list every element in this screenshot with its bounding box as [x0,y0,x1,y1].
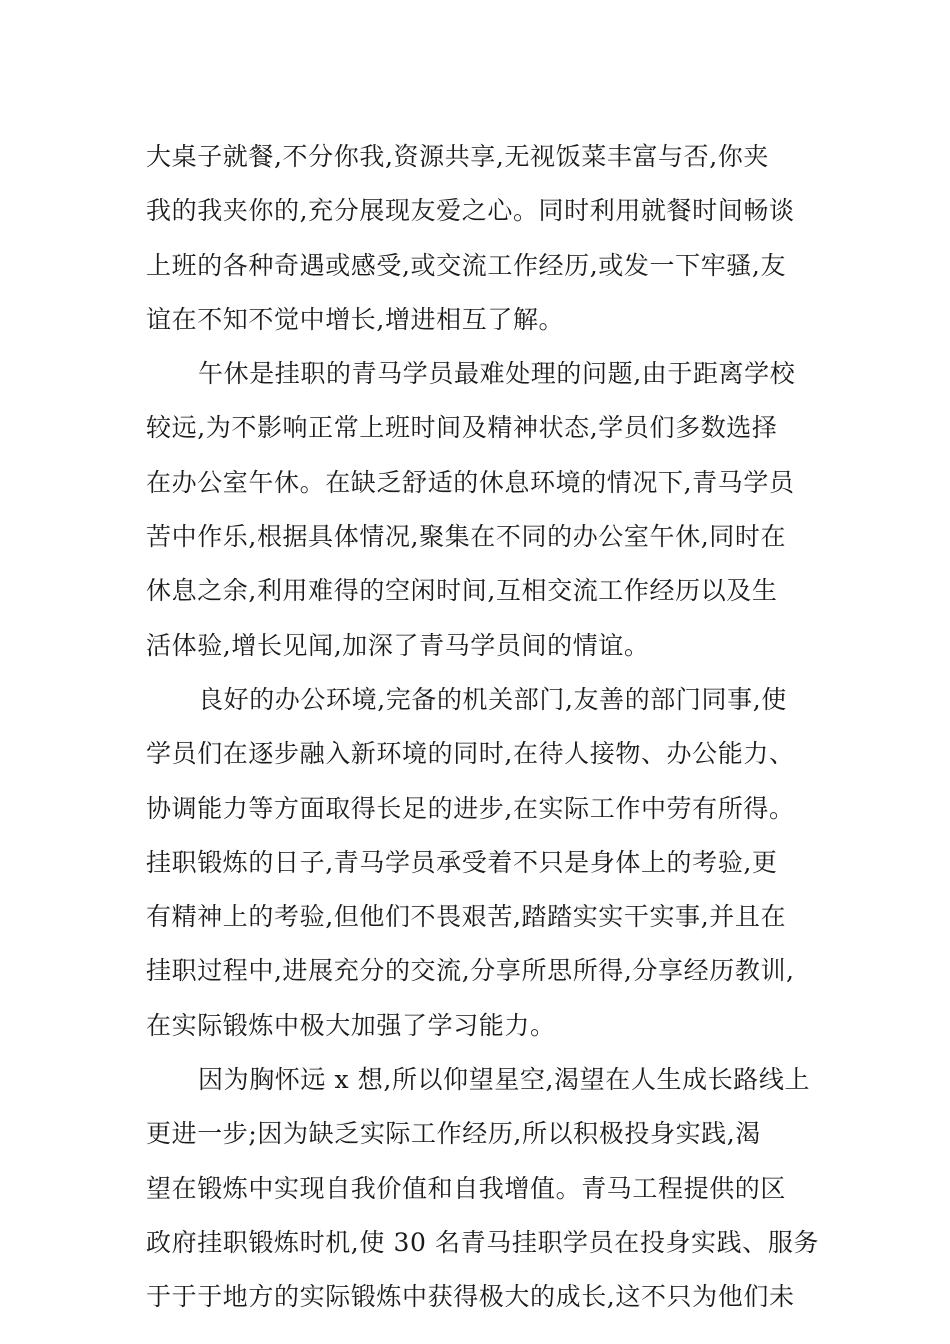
text-line: 休息之余,利用难得的空闲时间,互相交流工作经历以及生 [146,576,778,606]
text-line: 谊在不知不觉中增长,增进相互了解。 [146,304,565,334]
text-line: 政府挂职锻炼时机,使 30 名青马挂职学员在投身实践、服务 [146,1227,820,1257]
text-line: 苦中作乐,根据具体情况,聚集在不同的办公室午休,同时在 [146,522,787,552]
paragraph-start-line: 因为胸怀远 x 想,所以仰望星空,渴望在人生成长路线上 [198,1065,811,1095]
text-line: 学员们在逐步融入新环境的同时,在待人接物、办公能力、 [146,739,795,769]
text-line: 更进一步;因为缺乏实际工作经历,所以积极投身实践,渴 [146,1119,761,1149]
text-line: 挂职锻炼的日子,青马学员承受着不只是身体上的考验,更 [146,847,778,877]
text-line: 在实际锻炼中极大加强了学习能力。 [146,1010,556,1040]
text-line: 我的我夹你的,充分展现友爱之心。同时利用就餐时间畅谈 [146,196,795,226]
text-line: 较远,为不影响正常上班时间及精神状态,学员们多数选择 [146,413,778,443]
text-line: 挂职过程中,进展充分的交流,分享所思所得,分享经历教训, [146,956,795,986]
paragraph-start-line: 午休是挂职的青马学员最难处理的问题,由于距离学校 [198,359,796,389]
text-line: 大桌子就餐,不分你我,资源共享,无视饭菜丰富与否,你夹 [146,142,769,171]
text-line: 望在锻炼中实现自我价值和自我增值。青马工程提供的区 [146,1173,787,1203]
text-line: 上班的各种奇遇或感受,或交流工作经历,或发一下牢骚,友 [146,250,787,280]
text-line: 有精神上的考验,但他们不畏艰苦,踏踏实实干实事,并且在 [146,902,787,932]
text-line: 活体验,增长见闻,加深了青马学员间的情谊。 [146,630,650,660]
body-text [146,130,820,1325]
text-line: 在办公室午休。在缺乏舒适的休息环境的情况下,青马学员 [146,467,795,497]
paragraph-start-line: 良好的办公环境,完备的机关部门,友善的部门同事,使 [198,684,787,714]
text-line: 协调能力等方面取得长足的进步,在实际工作中劳有所得。 [146,793,795,823]
text-line: 于于于地方的实际锻炼中获得极大的成长,这不只为他们未 [146,1282,795,1312]
